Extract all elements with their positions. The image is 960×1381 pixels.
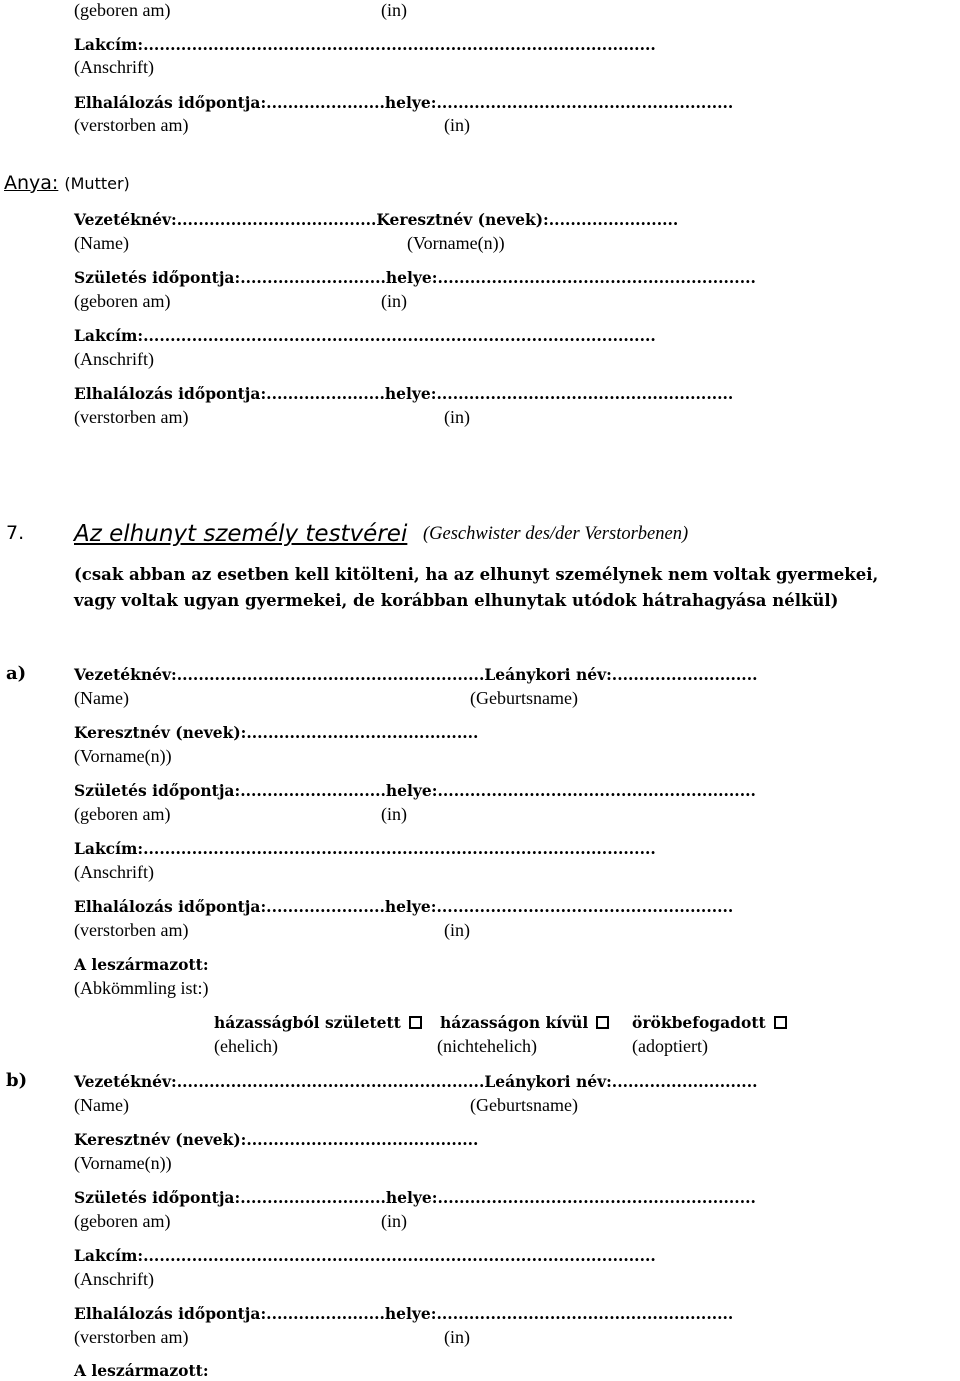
mother-born-label: (geboren am)	[74, 291, 171, 311]
top-born-label: (geboren am)	[74, 0, 171, 20]
sibling-a-maiden-label: (Geburtsname)	[470, 688, 578, 708]
option-nonmarital-label: házasságon kívül	[440, 1013, 589, 1032]
mother-label: Anya:	[4, 172, 59, 194]
mother-death-in-label: (in)	[444, 407, 470, 427]
option-adopted-label: örökbefogadott	[632, 1013, 766, 1032]
mother-birth-field[interactable]: Születés időpontja:...........................helye:...........................................................	[74, 268, 756, 287]
sibling-a-descendant-de: (Abkömmling ist:)	[74, 978, 209, 998]
sibling-b-firstname-label: (Vorname(n))	[74, 1153, 172, 1173]
sibling-a-birth-in-label: (in)	[381, 804, 407, 824]
sibling-a-option-marital[interactable]	[214, 1013, 422, 1033]
mother-heading	[4, 173, 130, 194]
mother-birth-in-label: (in)	[381, 291, 407, 311]
sibling-a-descendant-label: A leszármazott:	[74, 955, 209, 974]
sibling-a-letter: a)	[6, 663, 27, 684]
sibling-b-descendant-label: A leszármazott:	[74, 1361, 209, 1380]
top-death-label: (verstorben am)	[74, 115, 189, 135]
sibling-a-death-field[interactable]: Elhalálozás időpontja:......................helye:.......................................................	[74, 897, 734, 916]
sibling-b-death-in-label: (in)	[444, 1327, 470, 1347]
option-adopted-de: (adoptiert)	[632, 1036, 708, 1056]
sibling-b-firstname-field[interactable]: Keresztnév (nevek):...........................................	[74, 1130, 479, 1149]
sibling-b-birth-field[interactable]: Születés időpontja:...........................helye:...........................................................	[74, 1188, 756, 1207]
checkbox-adopted[interactable]	[774, 1016, 787, 1029]
mother-death-field[interactable]: Elhalálozás időpontja:......................helye:.......................................................	[74, 384, 734, 403]
sibling-b-maiden-label: (Geburtsname)	[470, 1095, 578, 1115]
mother-address-field[interactable]: Lakcím:...............................................................................................	[74, 326, 656, 345]
option-marital-label: házasságból született	[214, 1013, 401, 1032]
section-title-de: (Geschwister des/der Verstorbenen)	[423, 524, 689, 544]
option-marital-de: (ehelich)	[214, 1036, 278, 1056]
sibling-a-surname-field[interactable]: Vezetéknév:.........................................................Leánykori név:...........................	[74, 665, 758, 684]
sibling-b-address-label: (Anschrift)	[74, 1269, 154, 1289]
section-note-line2: vagy voltak ugyan gyermekei, de korábban elhunytak utódok hátrahagyása nélkül)	[74, 591, 839, 610]
sibling-b-born-label: (geboren am)	[74, 1211, 171, 1231]
sibling-a-firstname-field[interactable]: Keresztnév (nevek):...........................................	[74, 723, 479, 742]
sibling-a-firstname-label: (Vorname(n))	[74, 746, 172, 766]
sibling-a-death-in-label: (in)	[444, 920, 470, 940]
sibling-a-option-nonmarital[interactable]	[440, 1013, 609, 1033]
top-death-in-label: (in)	[444, 115, 470, 135]
top-in-label: (in)	[381, 0, 407, 20]
sibling-a-birth-field[interactable]: Születés időpontja:...........................helye:...........................................................	[74, 781, 756, 800]
sibling-b-letter: b)	[6, 1070, 28, 1091]
section-note-line1: (csak abban az esetben kell kitölteni, ha az elhunyt személynek nem voltak gyermekei,	[74, 565, 879, 584]
section-title: Az elhunyt személy testvérei	[74, 521, 408, 547]
section-number: 7.	[6, 522, 25, 544]
sibling-b-surname-field[interactable]: Vezetéknév:.........................................................Leánykori név:...........................	[74, 1072, 758, 1091]
mother-surname-label: (Name)	[74, 233, 129, 253]
sibling-a-option-adopted[interactable]	[632, 1013, 787, 1033]
mother-firstname-label: (Vorname(n))	[407, 233, 505, 253]
mother-address-label: (Anschrift)	[74, 349, 154, 369]
sibling-a-address-field[interactable]: Lakcím:...............................................................................................	[74, 839, 656, 858]
sibling-b-birth-in-label: (in)	[381, 1211, 407, 1231]
sibling-b-surname-label: (Name)	[74, 1095, 129, 1115]
checkbox-nonmarital[interactable]	[596, 1016, 609, 1029]
mother-label-de: (Mutter)	[64, 174, 130, 193]
top-death-field[interactable]: Elhalálozás időpontja:......................helye:.......................................................	[74, 93, 734, 112]
sibling-a-surname-label: (Name)	[74, 688, 129, 708]
top-address-label: (Anschrift)	[74, 57, 154, 77]
sibling-b-death-label: (verstorben am)	[74, 1327, 189, 1347]
sibling-a-death-label: (verstorben am)	[74, 920, 189, 940]
mother-death-label: (verstorben am)	[74, 407, 189, 427]
mother-surname-field[interactable]: Vezetéknév:.....................................Keresztnév (nevek):........................	[74, 210, 679, 229]
sibling-b-death-field[interactable]: Elhalálozás időpontja:......................helye:.......................................................	[74, 1304, 734, 1323]
top-address-field[interactable]: Lakcím:...............................................................................................	[74, 35, 656, 54]
checkbox-marital[interactable]	[409, 1016, 422, 1029]
option-nonmarital-de: (nichtehelich)	[437, 1036, 537, 1056]
sibling-a-address-label: (Anschrift)	[74, 862, 154, 882]
sibling-a-born-label: (geboren am)	[74, 804, 171, 824]
sibling-b-address-field[interactable]: Lakcím:...............................................................................................	[74, 1246, 656, 1265]
